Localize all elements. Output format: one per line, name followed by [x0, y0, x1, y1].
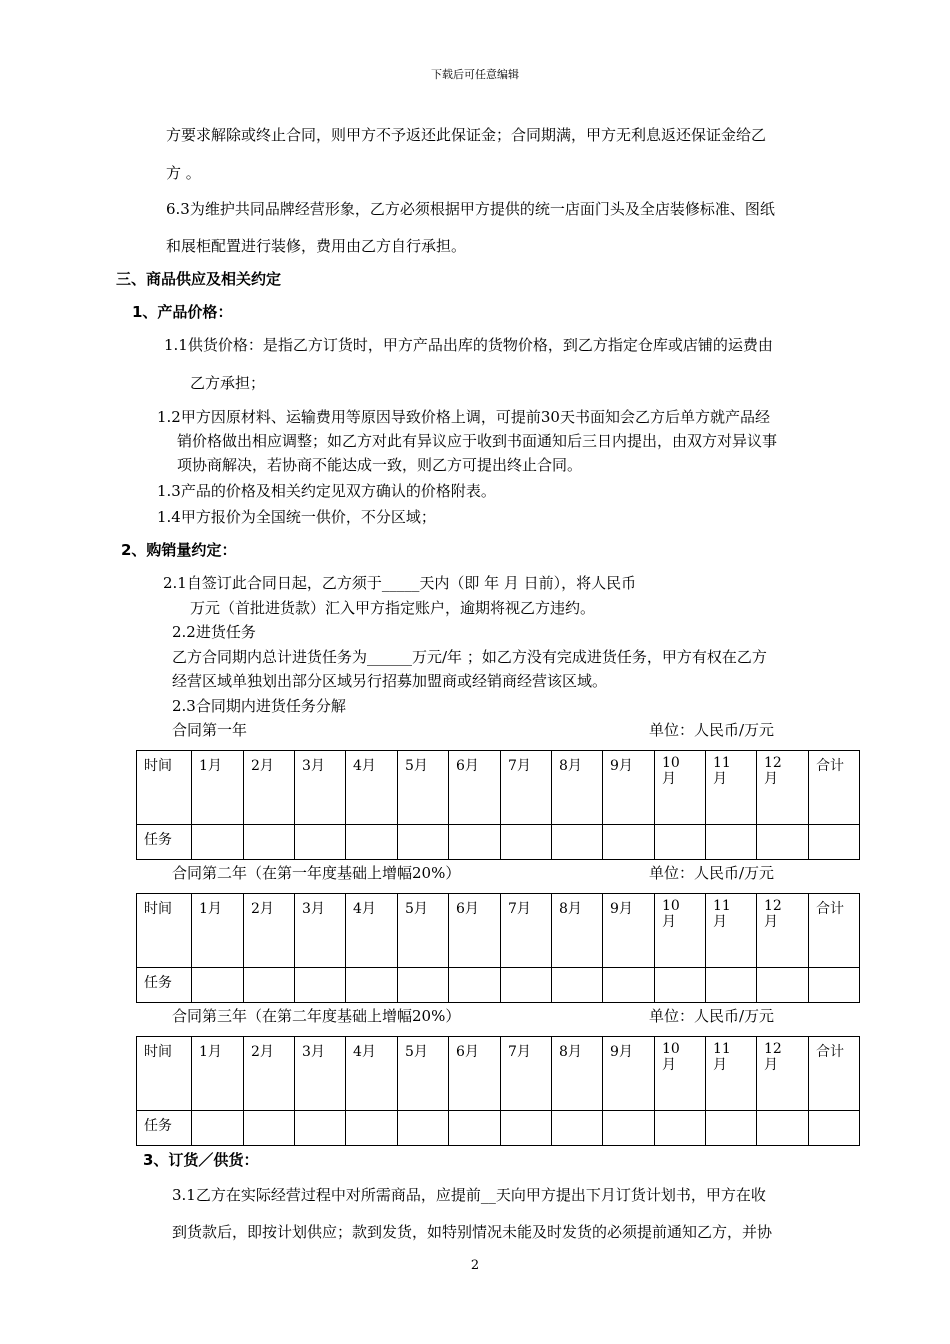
month-cell: 1月: [192, 751, 244, 825]
month-cell: 4月: [346, 1037, 398, 1111]
para-6-3-line2: 和展柜配置进行装修，费用由乙方自行承担。: [166, 237, 467, 255]
month-cell: 6月: [449, 1037, 501, 1111]
p2-2-line1: 乙方合同期内总计进货任务为______万元/年 ；如乙方没有完成进货任务，甲方有权在乙方: [172, 648, 767, 666]
year-3-label: 合同第三年（在第二年度基础上增幅20%）: [172, 1007, 461, 1025]
p1-3: 1.3产品的价格及相关约定见双方确认的价格附表。: [157, 482, 496, 500]
month-cell-11: [706, 751, 757, 825]
month-unit: 月: [764, 771, 778, 787]
task-cell[interactable]: [757, 1111, 809, 1146]
p1-4: 1.4甲方报价为全国统一供价，不分区域；: [157, 508, 436, 526]
month-cell: 5月: [398, 894, 449, 968]
total-header: 合计: [809, 751, 860, 825]
month-unit: 月: [662, 1057, 676, 1073]
task-cell[interactable]: [398, 1111, 449, 1146]
p2-1-line1: 2.1自签订此合同日起，乙方须于_____天内（即 年 月 日前），将人民币: [163, 574, 637, 592]
task-cell[interactable]: [398, 825, 449, 860]
month-unit: 月: [662, 771, 676, 787]
total-header: 合计: [809, 1037, 860, 1111]
section3-title: 三、商品供应及相关约定: [116, 270, 282, 288]
task-cell[interactable]: [552, 1111, 603, 1146]
p1-2-line2: 销价格做出相应调整；如乙方对此有异议应于收到书面通知后三日内提出，由双方对异议事: [177, 432, 778, 450]
month-number: 12: [764, 898, 782, 914]
month-cell: 3月: [295, 894, 346, 968]
p3-1-line1: 3.1乙方在实际经营过程中对所需商品，应提前__天向甲方提出下月订货计划书，甲方在收: [172, 1186, 766, 1204]
month-unit: 月: [713, 1057, 727, 1073]
month-unit: 月: [713, 914, 727, 930]
task-cell[interactable]: [501, 825, 552, 860]
year-1-unit: 单位：人民币/万元: [649, 721, 775, 739]
task-cell[interactable]: [655, 968, 706, 1003]
task-total-cell[interactable]: [809, 968, 860, 1003]
task-cell[interactable]: [346, 825, 398, 860]
task-cell[interactable]: [603, 1111, 655, 1146]
para-6-2-line2: 方 。: [166, 164, 201, 182]
month-unit: 月: [662, 914, 676, 930]
month-cell: 5月: [398, 751, 449, 825]
month-cell: 3月: [295, 751, 346, 825]
task-cell[interactable]: [398, 968, 449, 1003]
page-number: 2: [470, 1258, 480, 1273]
month-cell: 1月: [192, 1037, 244, 1111]
p1-2-line3: 项协商解决，若协商不能达成一致，则乙方可提出终止合同。: [177, 456, 583, 474]
month-number: 10: [662, 1041, 680, 1057]
month-cell: 2月: [244, 751, 295, 825]
month-unit: 月: [764, 1057, 778, 1073]
month-cell: 8月: [552, 751, 603, 825]
task-table-year-2: [136, 893, 860, 1003]
month-cell: 5月: [398, 1037, 449, 1111]
month-cell: 6月: [449, 894, 501, 968]
month-cell-11: [706, 894, 757, 968]
task-cell[interactable]: [655, 1111, 706, 1146]
task-label: 任务: [137, 825, 192, 860]
task-cell[interactable]: [244, 1111, 295, 1146]
month-cell: 1月: [192, 894, 244, 968]
month-cell-10: [655, 751, 706, 825]
year-1-label: 合同第一年: [172, 721, 248, 739]
task-cell[interactable]: [449, 825, 501, 860]
month-cell: 4月: [346, 894, 398, 968]
month-cell: 8月: [552, 1037, 603, 1111]
year-3-unit: 单位：人民币/万元: [649, 1007, 775, 1025]
p1-1-line1: 1.1供货价格：是指乙方订货时，甲方产品出库的货物价格，到乙方指定仓库或店铺的运费由: [164, 336, 773, 354]
task-cell[interactable]: [244, 825, 295, 860]
month-number: 10: [662, 755, 680, 771]
task-table-year-3: [136, 1036, 860, 1146]
task-label: 任务: [137, 968, 192, 1003]
task-cell[interactable]: [501, 968, 552, 1003]
price-title: 1、产品价格：: [132, 303, 233, 321]
month-cell: 8月: [552, 894, 603, 968]
month-cell: 3月: [295, 1037, 346, 1111]
task-cell[interactable]: [192, 825, 244, 860]
month-number: 12: [764, 755, 782, 771]
task-cell[interactable]: [244, 968, 295, 1003]
task-cell[interactable]: [346, 968, 398, 1003]
month-number: 11: [713, 755, 731, 771]
task-cell[interactable]: [552, 825, 603, 860]
task-cell[interactable]: [757, 825, 809, 860]
month-cell: 7月: [501, 1037, 552, 1111]
task-total-cell[interactable]: [809, 1111, 860, 1146]
time-header: 时间: [137, 1037, 192, 1111]
month-cell: 7月: [501, 894, 552, 968]
month-cell: 2月: [244, 1037, 295, 1111]
total-header: 合计: [809, 894, 860, 968]
task-cell[interactable]: [295, 968, 346, 1003]
month-cell-11: [706, 1037, 757, 1111]
task-table-year-1: [136, 750, 860, 860]
year-2-label: 合同第二年（在第一年度基础上增幅20%）: [172, 864, 461, 882]
time-header: 时间: [137, 751, 192, 825]
p3-1-line2: 到货款后，即按计划供应；款到发货，如特别情况未能及时发货的必须提前通知乙方，并协: [172, 1223, 773, 1241]
task-cell[interactable]: [603, 825, 655, 860]
month-cell: 4月: [346, 751, 398, 825]
task-total-cell[interactable]: [809, 825, 860, 860]
p2-2-line2: 经营区域单独划出部分区域另行招募加盟商或经销商经营该区域。: [172, 672, 608, 690]
task-cell[interactable]: [192, 968, 244, 1003]
month-number: 10: [662, 898, 680, 914]
task-cell[interactable]: [449, 1111, 501, 1146]
para-6-3-line1: 6.3为维护共同品牌经营形象，乙方必须根据甲方提供的统一店面门头及全店装修标准、图纸: [166, 200, 775, 218]
task-cell[interactable]: [603, 968, 655, 1003]
p2-3-title: 2.3合同期内进货任务分解: [172, 697, 346, 715]
task-cell[interactable]: [706, 968, 757, 1003]
task-cell[interactable]: [655, 825, 706, 860]
task-cell[interactable]: [192, 1111, 244, 1146]
month-number: 12: [764, 1041, 782, 1057]
month-number: 11: [713, 1041, 731, 1057]
page-header: 下载后可任意编辑: [431, 68, 519, 81]
task-cell[interactable]: [449, 968, 501, 1003]
month-unit: 月: [713, 771, 727, 787]
task-cell[interactable]: [706, 825, 757, 860]
p2-2-title: 2.2进货任务: [172, 623, 256, 641]
task-cell[interactable]: [295, 825, 346, 860]
p2-1-line2: 万元（首批进货款）汇入甲方指定账户，逾期将视乙方违约。: [190, 599, 596, 617]
month-cell-12: [757, 1037, 809, 1111]
task-cell[interactable]: [706, 1111, 757, 1146]
month-cell: 9月: [603, 751, 655, 825]
month-cell-10: [655, 1037, 706, 1111]
task-cell[interactable]: [346, 1111, 398, 1146]
month-cell-10: [655, 894, 706, 968]
task-label: 任务: [137, 1111, 192, 1146]
order-title: 3、订货／供货：: [143, 1151, 259, 1169]
p1-2-line1: 1.2甲方因原材料、运输费用等原因导致价格上调，可提前30天书面知会乙方后单方就产品经: [157, 408, 770, 426]
month-cell: 6月: [449, 751, 501, 825]
month-cell: 2月: [244, 894, 295, 968]
para-6-2-line1: 方要求解除或终止合同，则甲方不予返还此保证金；合同期满，甲方无利息返还保证金给乙: [166, 126, 767, 144]
task-cell[interactable]: [757, 968, 809, 1003]
month-cell-12: [757, 894, 809, 968]
month-cell: 7月: [501, 751, 552, 825]
month-cell: 9月: [603, 1037, 655, 1111]
p1-1-line2: 乙方承担；: [190, 374, 266, 392]
task-cell[interactable]: [295, 1111, 346, 1146]
month-cell: 9月: [603, 894, 655, 968]
task-cell[interactable]: [501, 1111, 552, 1146]
task-cell[interactable]: [552, 968, 603, 1003]
year-2-unit: 单位：人民币/万元: [649, 864, 775, 882]
month-cell-12: [757, 751, 809, 825]
time-header: 时间: [137, 894, 192, 968]
month-unit: 月: [764, 914, 778, 930]
month-number: 11: [713, 898, 731, 914]
sales-title: 2、购销量约定：: [121, 541, 237, 559]
